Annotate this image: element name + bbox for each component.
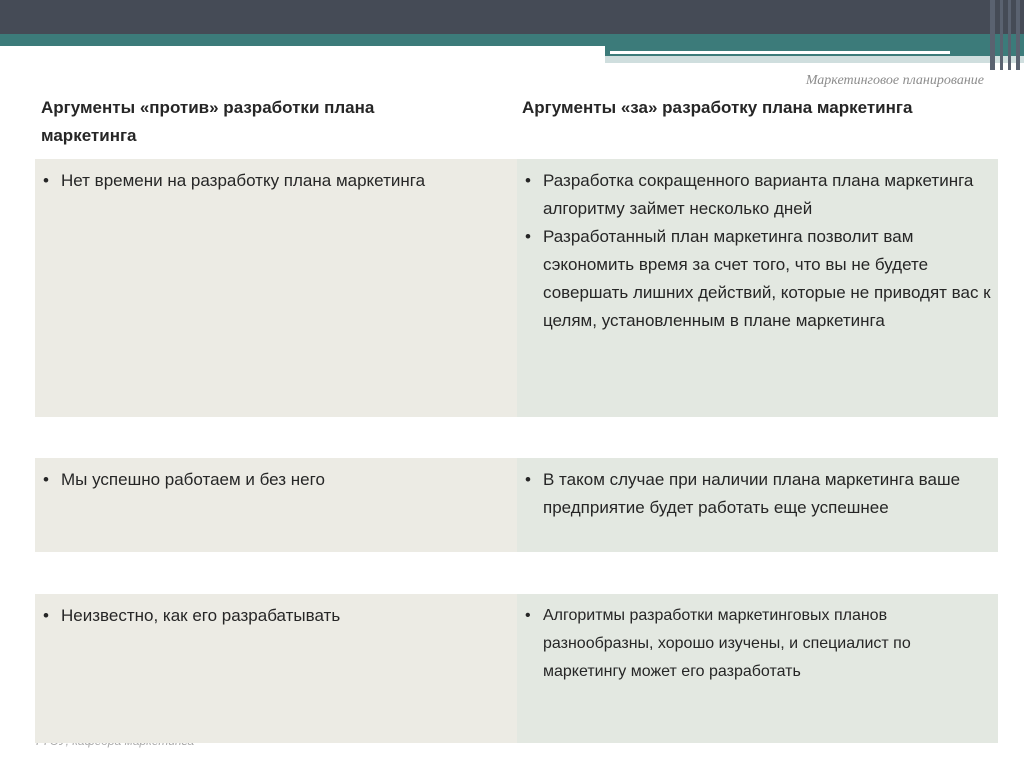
list-item: • Неизвестно, как его разрабатывать <box>41 602 511 630</box>
banner-bar <box>1016 0 1020 70</box>
row3-against-cell <box>35 594 517 743</box>
list-item: • Разработка сокращенного варианта плана маркетинга алгоритму займет несколько дней <box>523 167 992 223</box>
banner-bar <box>990 0 995 70</box>
list-item: • Разработанный план маркетинга позволит вам сэкономить время за счет того, что вы не будете совершать лишних действий, которые не приводят вас к целям, установленным в плане маркетинга <box>523 223 992 335</box>
for-column-header: Аргументы «за» разработку плана маркетинга <box>522 98 913 117</box>
row1-for-cell <box>517 159 998 417</box>
list-item: • Мы успешно работаем и без него <box>41 466 511 494</box>
row3-for-cell <box>517 594 998 743</box>
top-banner <box>0 0 1024 34</box>
slide-subtitle: Маркетинговое планирование <box>805 73 984 88</box>
list-item: • В таком случае при наличии плана маркетинга ваше предприятие будет работать еще успешнее <box>523 466 992 522</box>
banner-stripe <box>0 34 1024 46</box>
row2-for-cell <box>517 458 998 552</box>
list-item: • Нет времени на разработку плана маркетинга <box>41 167 511 195</box>
banner-stripe-light <box>605 56 1024 63</box>
banner-divider <box>610 51 950 54</box>
banner-bar <box>1008 0 1011 70</box>
banner-bar <box>1000 0 1003 70</box>
row1-against-cell <box>35 159 517 417</box>
against-column-header: Аргументы «против» разработки плана маркетинга <box>41 98 375 145</box>
list-item: • Алгоритмы разработки маркетинговых планов разнообразны, хорошо изучены, и специалист по маркетингу может его разработать <box>523 602 992 686</box>
row2-against-cell <box>35 458 517 552</box>
